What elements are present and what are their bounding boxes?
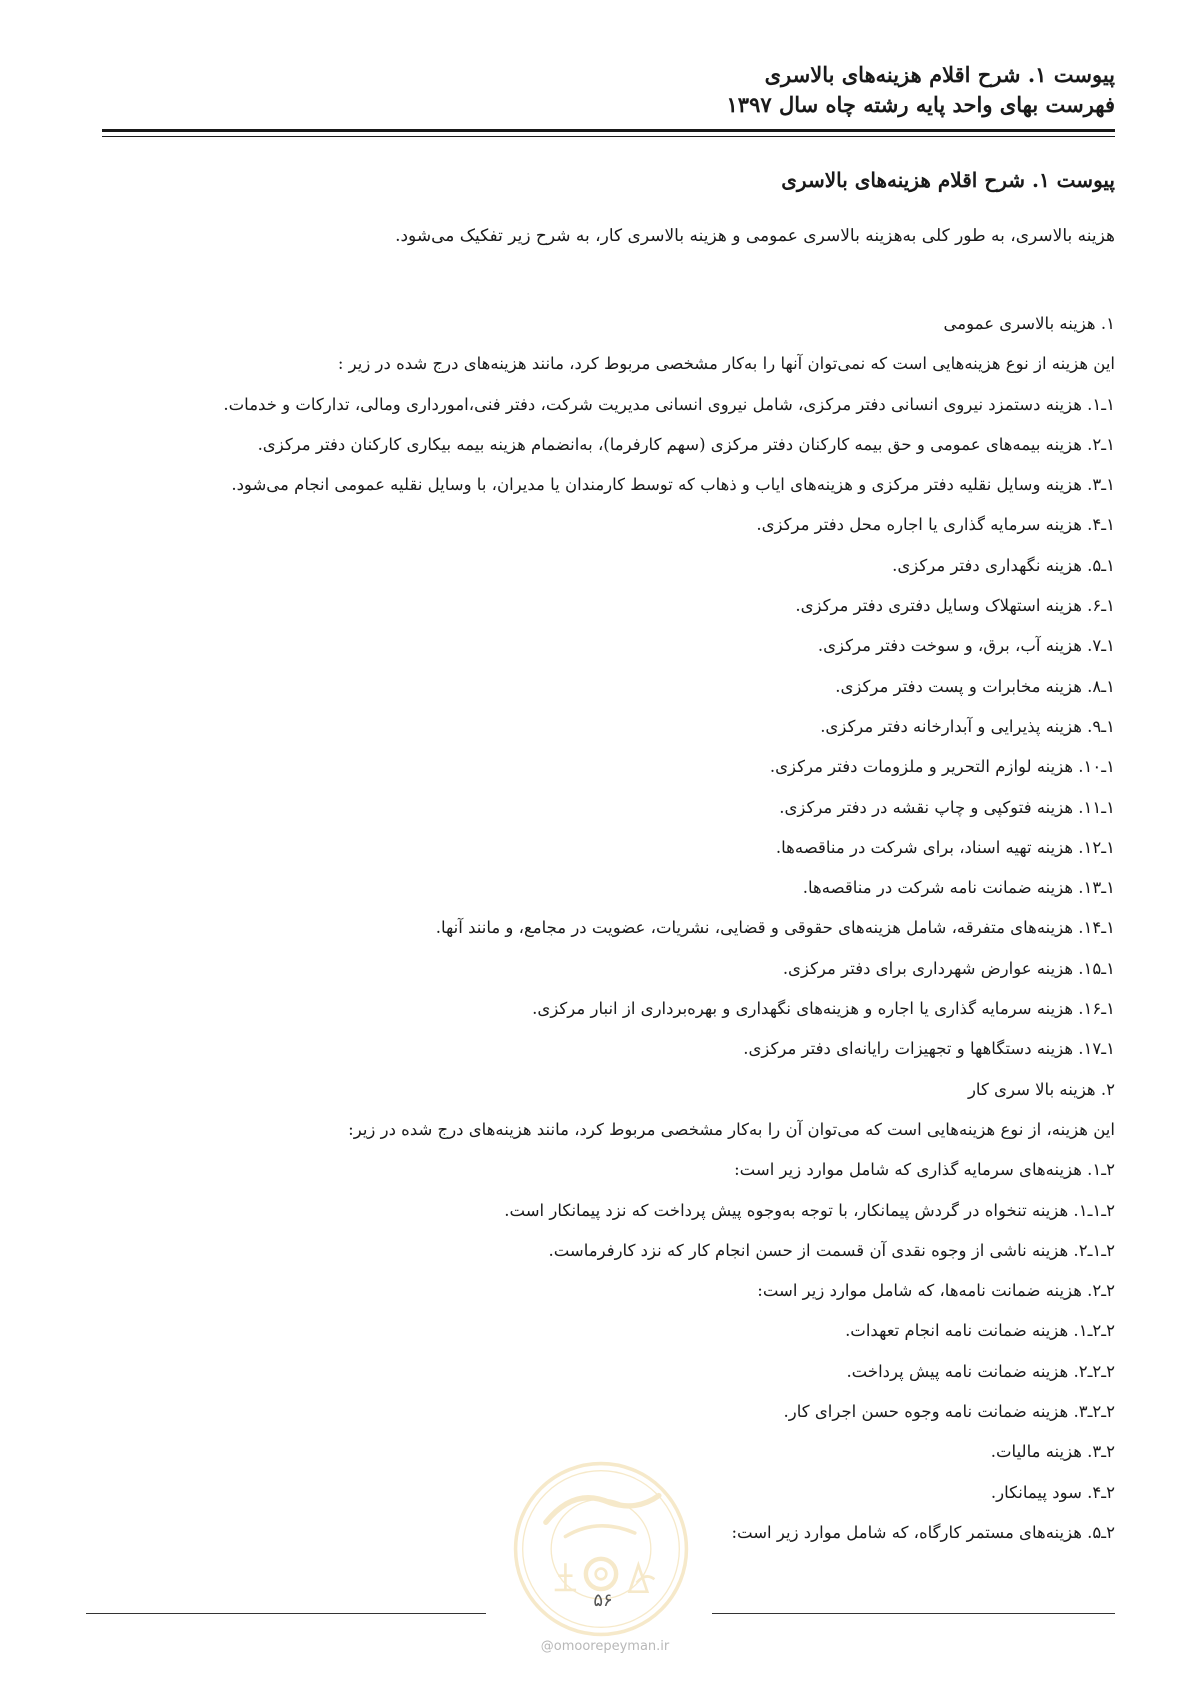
text-line: ۲ـ۲ـ۳. هزینه ضمانت نامه وجوه حسن اجرای کار. xyxy=(783,1402,1115,1422)
text-line: ۱ـ۹. هزینه پذیرایی و آبدارخانه دفتر مرکزی. xyxy=(820,716,1115,736)
text-line: ۱ـ۱۶. هزینه سرمایه گذاری یا اجاره و هزینه‌های نگهداری و بهره‌برداری از انبار مرکزی. xyxy=(532,999,1115,1019)
text-line: ۱ـ۱۲. هزینه تهیه اسناد، برای شرکت در مناقصه‌ها. xyxy=(775,837,1115,857)
text-line: ۱ـ۴. هزینه سرمایه گذاری یا اجاره محل دفتر مرکزی. xyxy=(756,515,1115,535)
text-line: ۲ـ۳. هزینه مالیات. xyxy=(990,1442,1115,1462)
text-line: ۲ـ۲. هزینه ضمانت نامه‌ها، که شامل موارد زیر است: xyxy=(757,1281,1115,1301)
text-line: ۱ـ۱. هزینه دستمزد نیروی انسانی دفتر مرکزی، شامل نیروی انسانی مدیریت شرکت، دفتر فنی،امورداری ومالی، تدارکات و خدمات. xyxy=(223,394,1115,414)
page-number: ۵۶ xyxy=(593,1590,613,1611)
text-line: ۱ـ۳. هزینه وسایل نقلیه دفتر مرکزی و هزینه‌های ایاب و ذهاب که توسط کارمندان یا مدیران، با وسایل نقلیه عمومی انجام می‌شود. xyxy=(231,475,1115,495)
text-line: ۱ـ۱۰. هزینه لوازم التحریر و ملزومات دفتر مرکزی. xyxy=(769,757,1115,777)
header-rule-thick xyxy=(102,129,1115,132)
text-line: ۲ـ۱. هزینه‌های سرمایه گذاری که شامل موارد زیر است: xyxy=(734,1160,1115,1180)
running-header xyxy=(102,60,1115,120)
section-title: پیوست ۱. شرح اقلام هزینه‌های بالاسری xyxy=(781,168,1115,192)
footer-rule-left xyxy=(86,1613,486,1614)
text-line: ۲ـ۵. هزینه‌های مستمر کارگاه، که شامل موارد زیر است: xyxy=(731,1522,1115,1542)
text-line: ۱ـ۱۳. هزینه ضمانت نامه شرکت در مناقصه‌ها. xyxy=(802,878,1115,898)
text-line: ۱. هزینه بالاسری عمومی xyxy=(943,314,1115,333)
text-line: ۱ـ۱۷. هزینه دستگاهها و تجهیزات رایانه‌ای دفتر مرکزی. xyxy=(743,1039,1115,1059)
text-line: ۱ـ۵. هزینه نگهداری دفتر مرکزی. xyxy=(892,555,1115,575)
omoorepeyman-seal-logo-icon xyxy=(512,1460,690,1638)
text-line: ۲ـ۴. سود پیمانکار. xyxy=(990,1482,1115,1502)
text-line: ۱ـ۱۱. هزینه فتوکپی و چاپ نقشه در دفتر مرکزی. xyxy=(779,797,1115,817)
footer-rule-right xyxy=(712,1613,1115,1614)
text-line: ۱ـ۷. هزینه آب، برق، و سوخت دفتر مرکزی. xyxy=(817,636,1115,656)
header-subtitle: فهرست بهای واحد پایه رشته چاه سال ۱۳۹۷ xyxy=(726,92,1115,117)
header-rule-thin xyxy=(102,136,1115,137)
text-line: ۲ـ۲ـ۲. هزینه ضمانت نامه پیش پرداخت. xyxy=(846,1361,1115,1381)
text-line: ۱ـ۱۵. هزینه عوارض شهرداری برای دفتر مرکزی. xyxy=(782,958,1115,978)
footer-site-watermark: @omoorepeyman.ir xyxy=(540,1639,670,1654)
text-line: ۲ـ۲ـ۱. هزینه ضمانت نامه انجام تعهدات. xyxy=(845,1321,1115,1341)
text-line: این هزینه از نوع هزینه‌هایی است که نمی‌توان آنها را به‌کار مشخصی مربوط کرد، مانند هزینه‌های درج شده در زیر : xyxy=(337,354,1115,374)
text-line: ۲ـ۱ـ۲. هزینه ناشی از وجوه نقدی آن قسمت از حسن انجام کار که نزد کارفرماست. xyxy=(548,1240,1115,1260)
text-line: این هزینه، از نوع هزینه‌هایی است که می‌توان آن را به‌کار مشخصی مربوط کرد، مانند هزینه‌های درج شده در زیر: xyxy=(348,1119,1115,1139)
text-line: ۲. هزینه بالا سری کار xyxy=(967,1079,1115,1099)
text-line: ۱ـ۶. هزینه استهلاک وسایل دفتری دفتر مرکزی. xyxy=(795,596,1115,616)
text-line: ۲ـ۱ـ۱. هزینه تنخواه در گردش پیمانکار، با توجه به‌وجوه پیش پرداخت که نزد پیمانکار است. xyxy=(504,1200,1115,1220)
cost-items-list xyxy=(105,304,1115,1553)
header-title: پیوست ۱. شرح اقلام هزینه‌های بالاسری xyxy=(764,62,1115,87)
text-line: ۱ـ۸. هزینه مخابرات و پست دفتر مرکزی. xyxy=(835,676,1115,696)
text-line: ۱ـ۱۴. هزینه‌های متفرقه، شامل هزینه‌های حقوقی و قضایی، نشریات، عضویت در مجامع، و مانند آنها. xyxy=(435,918,1115,938)
intro-paragraph: هزینه بالاسری، به طور کلی به‌هزینه بالاسری عمومی و هزینه بالاسری کار، به شرح زیر تفکیک می‌شود. xyxy=(395,226,1115,246)
text-line: ۱ـ۲. هزینه بیمه‌های عمومی و حق بیمه کارکنان دفتر مرکزی (سهم کارفرما)، به‌انضمام هزینه بیمه بیکاری کارکنان دفتر مرکزی. xyxy=(257,434,1115,454)
